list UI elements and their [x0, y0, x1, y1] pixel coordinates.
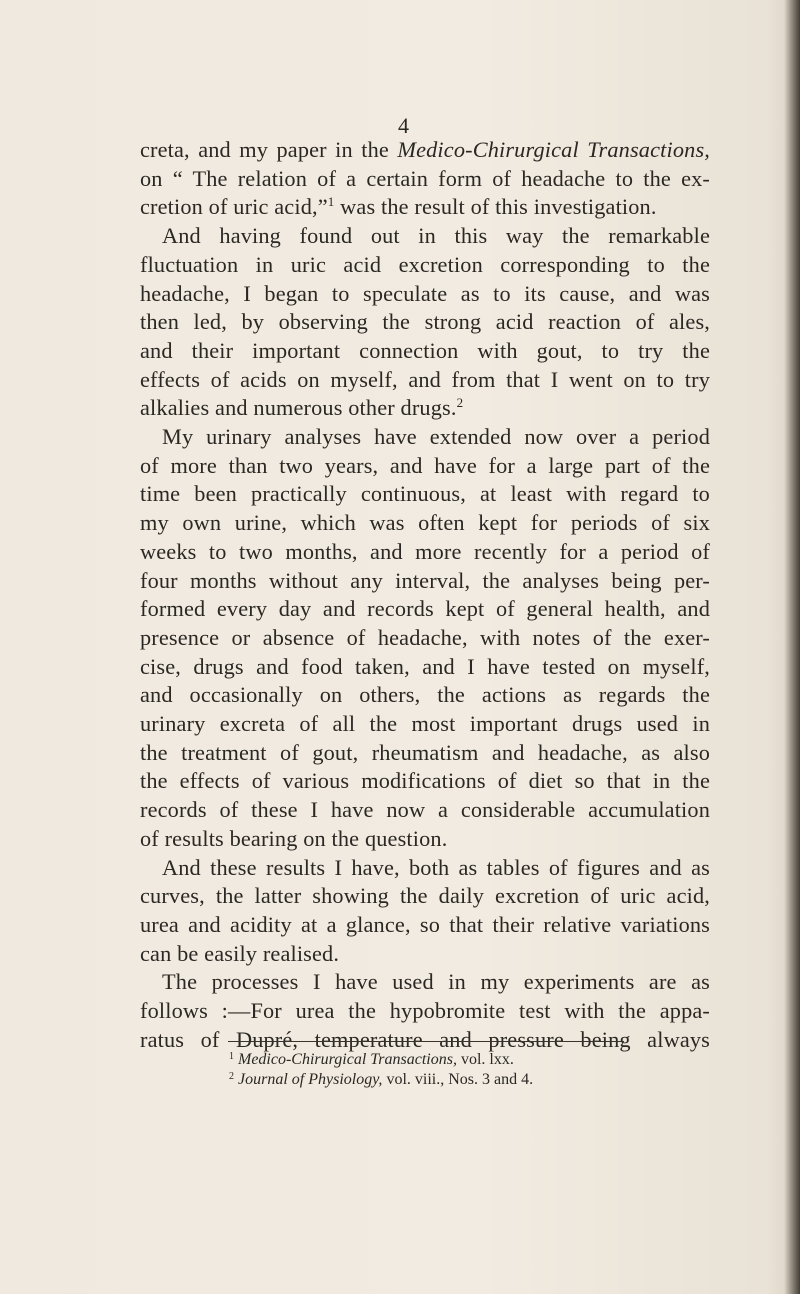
text-line	[140, 653, 710, 682]
text-run: four months without any interval, the analyses being per-	[140, 567, 710, 593]
text-line	[140, 394, 710, 423]
text-run: can be easily realised.	[140, 940, 340, 966]
footnote-reference: 2	[456, 395, 464, 411]
text-run: follows :—For urea the hypobromite test with the appa-	[140, 998, 710, 1024]
text-line	[140, 452, 710, 481]
text-run: and their important connection with gout, to try the	[140, 337, 710, 363]
footnote-detail: vol. lxx.	[456, 1051, 514, 1068]
text-run: ratus of Dupré, temperature and pressure being always	[140, 1026, 710, 1052]
text-line	[140, 968, 710, 997]
text-line	[140, 423, 710, 452]
text-line	[140, 222, 710, 251]
footnote	[229, 1070, 533, 1090]
text-line	[140, 624, 710, 653]
text-line	[140, 710, 710, 739]
text-run: urea and acidity at a glance, so that their relative variations	[140, 911, 710, 937]
text-run: Medico-Chirurgical Transactions,	[397, 137, 710, 162]
footnote-mark: 1	[229, 1051, 234, 1062]
text-run: cise, drugs and food taken, and I have tested on myself,	[140, 653, 710, 679]
text-run: was the result of this investigation.	[334, 194, 657, 220]
text-line	[140, 366, 710, 395]
text-run: curves, the latter showing the daily excretion of uric acid,	[140, 883, 710, 909]
body-text	[140, 136, 710, 1055]
text-line	[140, 739, 710, 768]
footnote-title: Journal of Physiology,	[238, 1070, 383, 1088]
text-line	[140, 308, 710, 337]
text-run: then led, by observing the strong acid reaction of ales,	[140, 309, 710, 335]
footnote-reference: 1	[327, 194, 335, 210]
footnotes	[229, 1050, 533, 1089]
text-line	[140, 280, 710, 309]
text-run: headache, I began to speculate as to its cause, and was	[140, 280, 710, 306]
text-run: creta, and my paper in the	[140, 137, 398, 162]
text-run: presence or absence of headache, with notes of the exer-	[140, 624, 710, 650]
page-number: 4	[398, 113, 409, 138]
text-run: And these results I have, both as tables of figures and as	[162, 854, 710, 880]
text-line	[140, 911, 710, 940]
text-line	[140, 538, 710, 567]
footnote-title: Medico-Chirurgical Transactions,	[238, 1051, 457, 1068]
text-run: And having found out in this way the remarkable	[162, 223, 710, 249]
text-run: of more than two years, and have for a large part of the	[140, 452, 710, 478]
text-line	[140, 509, 710, 538]
text-run: alkalies and numerous other drugs.	[140, 395, 457, 421]
text-run: urinary excreta of all the most important drugs used in	[140, 711, 710, 737]
text-line	[140, 796, 710, 825]
text-run: the treatment of gout, rheumatism and headache, as also	[140, 739, 710, 765]
footnote	[229, 1050, 533, 1070]
page-edge-shadow	[784, 0, 800, 1294]
text-run: fluctuation in uric acid excretion corresponding to the	[140, 251, 710, 277]
text-line	[140, 825, 710, 854]
text-run: on “ The relation of a certain form of headache to the ex-	[140, 165, 710, 191]
text-line	[140, 165, 710, 194]
text-run: records of these I have now a considerable accumulation	[140, 797, 710, 823]
text-line	[140, 337, 710, 366]
text-run: effects of acids on myself, and from that I went on to try	[140, 366, 710, 392]
text-line	[140, 997, 710, 1026]
text-line	[140, 854, 710, 883]
footnote-rule	[228, 1041, 624, 1042]
text-line	[140, 251, 710, 280]
text-run: time been practically continuous, at least with regard to	[140, 481, 710, 507]
text-run: the effects of various modifications of diet so that in the	[140, 768, 710, 794]
text-line	[140, 136, 710, 165]
text-line	[140, 940, 710, 969]
text-run: my own urine, which was often kept for periods of six	[140, 510, 710, 536]
text-line	[140, 480, 710, 509]
text-run: and occasionally on others, the actions as regards the	[140, 682, 710, 708]
footnote-detail: vol. viii., Nos. 3 and 4.	[382, 1070, 534, 1088]
text-line	[140, 193, 710, 222]
text-run: My urinary analyses have extended now over a period	[162, 424, 710, 450]
text-run: of results bearing on the question.	[140, 825, 448, 851]
text-run: cretion of uric acid,”	[140, 194, 328, 220]
text-line	[140, 681, 710, 710]
text-run: The processes I have used in my experiments are as	[162, 969, 710, 995]
footnote-mark: 2	[229, 1070, 234, 1082]
text-line	[140, 767, 710, 796]
text-run: formed every day and records kept of general health, and	[140, 596, 710, 622]
text-line	[140, 595, 710, 624]
text-run: weeks to two months, and more recently for a period of	[140, 538, 710, 564]
text-line	[140, 567, 710, 596]
text-line	[140, 882, 710, 911]
